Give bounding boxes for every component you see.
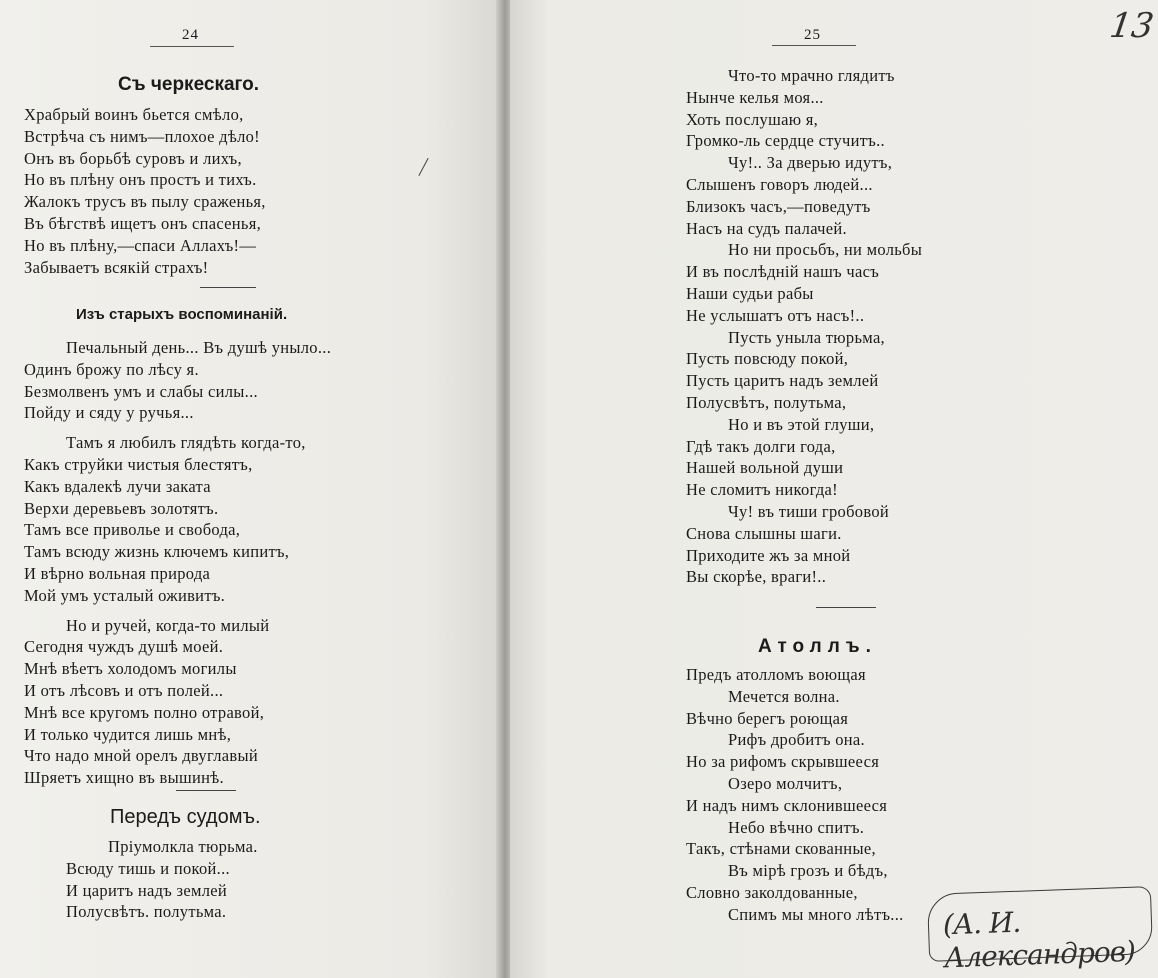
poem-line: Такъ, стѣнами скованные, (686, 839, 876, 859)
poem-line: И вѣрно вольная природа (24, 563, 211, 583)
poem-line: Но за рифомъ скрывшееся (686, 752, 880, 772)
left-page (0, 0, 500, 978)
poem-line: И въ послѣдній нашъ часъ (686, 262, 880, 282)
poem-line: Пусть уныла тюрьма, (728, 327, 885, 347)
right-page (510, 0, 1158, 978)
poem-body (686, 65, 922, 588)
poem-line: И царитъ надъ землей (66, 880, 228, 900)
poem-line: Въ мірѣ грозъ и бѣдъ, (728, 861, 888, 881)
poem-line: Онъ въ борьбѣ суровъ и лихъ, (24, 148, 242, 168)
poem-line: Вѣчно берегъ роющая (686, 708, 849, 728)
poem-line: Небо вѣчно спитъ. (728, 817, 865, 837)
poem-line: Чу! въ тиши гробовой (728, 501, 890, 521)
poem-line: Забываетъ всякій страхъ! (24, 257, 209, 277)
poem-line: Озеро молчитъ, (728, 773, 843, 793)
poem-line: Предъ атолломъ воющая (686, 665, 866, 684)
poem-line: Громко-ль сердце стучитъ.. (686, 131, 885, 151)
poem-line: Приходите жъ за мной (686, 545, 851, 565)
poem-title: Передъ судомъ. (110, 806, 261, 828)
poem-line: Мечется волна. (728, 686, 840, 706)
poem-line: Нынче келья моя... (686, 87, 824, 107)
poem-body (24, 104, 266, 278)
poem-line: Слышенъ говоръ людей... (686, 174, 873, 194)
poem-line: Не сломитъ никогда! (686, 480, 838, 500)
poem-line: Но и въ этой глуши, (728, 414, 875, 434)
section-divider (176, 790, 236, 791)
poem-title: Атоллъ. (758, 636, 877, 657)
poem-line: Въ бѣгствѣ ищетъ онъ спасенья, (24, 213, 262, 233)
folio-number: 13 (1107, 6, 1157, 46)
poem-line: Одинъ брожу по лѣсу я. (24, 359, 199, 379)
poem-line: Пойду и сяду у ручья... (24, 403, 194, 423)
poem-line: Полусвѣтъ, полутьма, (686, 392, 847, 412)
poem-line: Близокъ часъ,—поведутъ (686, 196, 871, 216)
pencil-mark (418, 158, 429, 176)
poem-line: Но ни просьбъ, ни мольбы (728, 240, 923, 260)
page-number-right: 25 (804, 27, 821, 43)
poem-body (66, 836, 258, 923)
poem-line: Хоть послушаю я, (686, 109, 819, 129)
poem-line: Наши судьи рабы (686, 283, 814, 303)
poem-line: Мой умъ усталый оживитъ. (24, 585, 226, 605)
poem-line: И отъ лѣсовъ и отъ полей... (24, 680, 224, 700)
poem-line: Встрѣча съ нимъ—плохое дѣло! (24, 126, 260, 146)
poem-line: Снова слышны шаги. (686, 523, 842, 543)
handwritten-signature (927, 886, 1153, 975)
poem-line: Словно заколдованные, (686, 882, 858, 902)
poem-line: Спимъ мы много лѣтъ... (728, 904, 904, 924)
poem-line: Шряетъ хищно въ вышинѣ. (24, 768, 224, 788)
section-divider (200, 287, 256, 288)
poem-line: Насъ на судъ палачей. (686, 218, 847, 238)
poem-line: Сегодня чуждъ душѣ моей. (24, 637, 224, 657)
poem-line: Верхи деревьевъ золотятъ. (24, 498, 219, 518)
poem-line: Печальный день... Въ душѣ уныло... (66, 338, 332, 357)
poem-line: Какъ струйки чистыя блестятъ, (24, 454, 253, 474)
poem-line: Мнѣ все кругомъ полно отравой, (24, 702, 265, 722)
poem-line: Всюду тишь и покой... (66, 858, 230, 878)
poem-line: Рифъ дробитъ она. (728, 730, 865, 750)
page-number-left: 24 (182, 27, 199, 43)
poem-line: Что надо мной орелъ двуглавый (24, 746, 258, 766)
poem-line: Тамъ я любилъ глядѣть когда-то, (66, 433, 306, 453)
poem-line: И надъ нимъ склонившееся (686, 795, 888, 815)
poem-line: Но и ручей, когда-то милый (66, 615, 270, 635)
poem-line: Жалокъ трусъ въ пылу сраженья, (24, 192, 266, 212)
page-number-rule (150, 46, 234, 47)
poem-line: Что-то мрачно глядитъ (728, 66, 895, 85)
poem-body (686, 664, 904, 926)
poem-line: Вы скорѣе, враги!.. (686, 567, 827, 587)
signature-text: (А. И. Александров) (942, 905, 1136, 975)
poem-title: Съ черкескаго. (118, 74, 260, 95)
poem-line: Храбрый воинъ бьется смѣло, (24, 105, 244, 124)
poem-line: Полусвѣтъ. полутьма. (66, 902, 227, 922)
poem-line: Гдѣ такъ долги года, (686, 436, 836, 456)
poem-line: Нашей вольной души (686, 458, 844, 478)
poem-body (24, 337, 331, 789)
poem-line: Пріумолкла тюрьма. (108, 837, 258, 856)
poem-line: Пусть царитъ надъ землей (686, 371, 879, 391)
poem-title: Изъ старыхъ воспоминаній. (76, 306, 288, 323)
poem-line: Чу!.. За дверью идутъ, (728, 153, 893, 173)
poem-line: И только чудится лишь мнѣ, (24, 724, 232, 744)
poem-line: Не услышатъ отъ насъ!.. (686, 305, 865, 325)
poem-line: Тамъ всюду жизнь ключемъ кипитъ, (24, 542, 290, 562)
poem-line: Но въ плѣну,—спаси Аллахъ!— (24, 235, 257, 255)
poem-line: Тамъ все приволье и свобода, (24, 520, 241, 540)
poem-line: Но въ плѣну онъ простъ и тихъ. (24, 170, 257, 190)
poem-line: Пусть повсюду покой, (686, 349, 849, 369)
page-number-rule (772, 45, 856, 46)
poem-line: Безмолвенъ умъ и слабы силы... (24, 381, 258, 401)
poem-line: Мнѣ вѣетъ холодомъ могилы (24, 659, 237, 679)
poem-line: Какъ вдалекѣ лучи заката (24, 476, 211, 496)
section-divider (816, 607, 876, 608)
